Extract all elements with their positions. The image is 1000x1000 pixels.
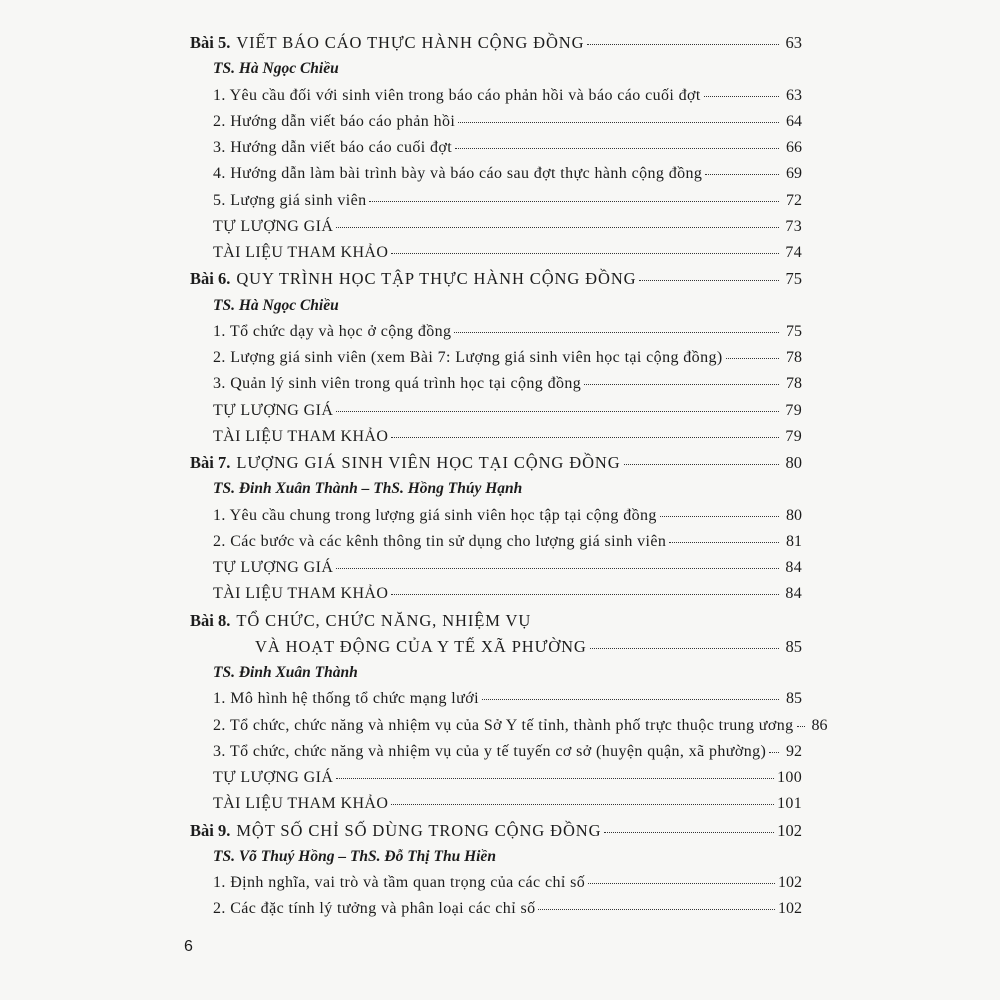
toc-page-ref: 73	[785, 217, 802, 235]
dot-leader	[391, 594, 779, 595]
toc-author: TS. Hà Ngọc Chiều	[213, 296, 339, 314]
dot-leader	[369, 201, 779, 202]
dot-leader	[454, 332, 779, 333]
toc-item-title: 2. Tổ chức, chức năng và nhiệm vụ của Sở Y tế tỉnh, thành phố trực thuộc trung ương	[213, 716, 794, 734]
toc-item[interactable]	[213, 506, 802, 526]
toc-item-title: 4. Hướng dẫn làm bài trình bày và báo cáo sau đợt thực hành cộng đồng	[213, 165, 703, 183]
toc-page-ref: 101	[777, 795, 802, 813]
toc-item[interactable]	[213, 689, 802, 709]
toc-page-ref: 64	[786, 112, 802, 130]
toc-item-title: TÀI LIỆU THAM KHẢO	[213, 585, 389, 603]
toc-item[interactable]	[213, 322, 802, 342]
toc-lesson-title: LƯỢNG GIÁ SINH VIÊN HỌC TẠI CỘNG ĐỒNG	[236, 453, 621, 472]
dot-leader	[624, 464, 779, 465]
toc-item-title: 1. Yêu cầu đối với sinh viên trong báo cáo phản hồi và báo cáo cuối đợt	[213, 86, 701, 104]
toc-page-ref: 102	[778, 874, 802, 891]
toc-item[interactable]	[213, 374, 802, 394]
dot-leader	[769, 752, 779, 753]
toc-item[interactable]	[213, 348, 802, 368]
toc-item-title: TỰ LƯỢNG GIÁ	[213, 559, 334, 576]
toc-item[interactable]	[213, 164, 802, 184]
toc-lesson-number: Bài 8.	[190, 610, 231, 630]
toc-page-ref: 63	[786, 86, 802, 104]
toc-page-ref: 75	[785, 269, 802, 289]
toc-lesson[interactable]	[190, 269, 802, 289]
toc-page-ref: 102	[778, 900, 802, 918]
toc-page-ref: 78	[786, 349, 802, 366]
toc-item[interactable]	[213, 742, 802, 762]
dot-leader	[391, 804, 774, 805]
toc-lesson-title: VÀ HOẠT ĐỘNG CỦA Y TẾ XÃ PHƯỜNG	[255, 636, 587, 656]
toc-page-ref: 79	[785, 401, 802, 419]
toc-lesson-title: QUY TRÌNH HỌC TẬP THỰC HÀNH CỘNG ĐỒNG	[236, 269, 637, 289]
toc-lesson-title: TỔ CHỨC, CHỨC NĂNG, NHIỆM VỤ	[236, 610, 532, 630]
toc-page-ref: 72	[786, 191, 802, 209]
toc-section-heading[interactable]	[213, 217, 802, 237]
toc-author: TS. Hà Ngọc Chiều	[213, 60, 339, 78]
toc-page-ref: 85	[786, 690, 802, 708]
toc-page-ref: 85	[785, 636, 802, 656]
dot-leader	[538, 909, 775, 910]
toc-item-title: 2. Hướng dẫn viết báo cáo phản hồi	[213, 112, 456, 130]
toc-item-title: 5. Lượng giá sinh viên	[213, 191, 367, 209]
toc-page-ref: 78	[786, 375, 802, 393]
toc-page-ref: 80	[786, 506, 802, 524]
dot-leader	[391, 253, 779, 254]
toc-section-heading[interactable]	[213, 794, 802, 814]
dot-leader	[587, 44, 779, 45]
toc-author: TS. Võ Thuý Hồng – ThS. Đỗ Thị Thu Hiền	[213, 847, 496, 865]
toc-item[interactable]	[213, 112, 802, 132]
toc-item-title: TÀI LIỆU THAM KHẢO	[213, 244, 389, 261]
toc-item[interactable]	[213, 138, 802, 158]
toc-item[interactable]	[213, 532, 802, 552]
dot-leader	[669, 542, 779, 543]
dot-leader	[336, 411, 779, 412]
toc-item[interactable]	[213, 86, 802, 106]
toc-item-title: TÀI LIỆU THAM KHẢO	[213, 427, 389, 445]
toc-section-heading[interactable]	[213, 584, 802, 604]
toc-author: TS. Đinh Xuân Thành – ThS. Hồng Thúy Hạnh	[213, 480, 523, 498]
dot-leader	[704, 96, 779, 97]
toc-lesson-title: MỘT SỐ CHỈ SỐ DÙNG TRONG CỘNG ĐỒNG	[236, 820, 602, 840]
toc-page-ref: 86	[811, 716, 828, 734]
toc-section-heading[interactable]	[213, 427, 802, 447]
dot-leader	[639, 280, 779, 281]
toc-item[interactable]	[213, 899, 802, 919]
toc-page-ref: 84	[785, 559, 802, 576]
toc-page-ref: 74	[785, 244, 802, 261]
toc-item[interactable]	[213, 716, 828, 736]
toc-page-ref: 100	[777, 769, 802, 786]
toc-page-ref: 92	[786, 742, 802, 760]
toc-page-ref: 63	[785, 33, 802, 52]
toc-page-ref: 81	[786, 532, 802, 550]
dot-leader	[726, 358, 779, 359]
dot-leader	[391, 437, 779, 438]
dot-leader	[482, 699, 779, 700]
toc-lesson-continued[interactable]	[255, 637, 802, 657]
toc-page-ref: 69	[786, 165, 802, 183]
toc-item-title: TỰ LƯỢNG GIÁ	[213, 769, 334, 786]
toc-lesson-title: VIẾT BÁO CÁO THỰC HÀNH CỘNG ĐỒNG	[236, 33, 585, 52]
toc-lesson[interactable]	[190, 33, 802, 53]
toc-item[interactable]	[213, 873, 802, 893]
toc-lesson[interactable]	[190, 821, 802, 841]
dot-leader	[590, 648, 779, 649]
toc-author: TS. Đinh Xuân Thành	[213, 664, 358, 681]
toc-item-title: 3. Hướng dẫn viết báo cáo cuối đợt	[213, 139, 453, 156]
toc-lesson-number: Bài 5.	[190, 33, 231, 52]
toc-section-heading[interactable]	[213, 401, 802, 421]
toc-item-title: 2. Lượng giá sinh viên (xem Bài 7: Lượng giá sinh viên học tại cộng đồng)	[213, 349, 723, 366]
toc-item-title: 2. Các bước và các kênh thông tin sử dụng cho lượng giá sinh viên	[213, 532, 667, 550]
toc-section-heading[interactable]	[213, 243, 802, 263]
dot-leader	[336, 568, 779, 569]
toc-page-ref: 80	[785, 453, 802, 472]
dot-leader	[797, 726, 805, 727]
dot-leader	[458, 122, 779, 123]
page-number: 6	[184, 938, 193, 955]
toc-item-title: 2. Các đặc tính lý tưởng và phân loại các chỉ số	[213, 900, 536, 918]
toc-item-title: 1. Tổ chức dạy và học ở cộng đồng	[213, 322, 452, 340]
dot-leader	[705, 174, 779, 175]
toc-item-title: TỰ LƯỢNG GIÁ	[213, 217, 334, 235]
dot-leader	[588, 883, 775, 884]
toc-item-title: 1. Định nghĩa, vai trò và tầm quan trọng của các chỉ số	[213, 874, 586, 891]
toc-page-ref: 84	[785, 585, 802, 603]
dot-leader	[455, 148, 779, 149]
toc-item[interactable]	[213, 191, 802, 211]
toc-lesson-number: Bài 7.	[190, 453, 231, 472]
toc-item-title: 3. Tổ chức, chức năng và nhiệm vụ của y tế tuyến cơ sở (huyện quận, xã phường)	[213, 742, 767, 760]
toc-item-title: 1. Mô hình hệ thống tổ chức mạng lưới	[213, 690, 479, 708]
toc-page-ref: 79	[785, 427, 802, 445]
toc-item-title: 3. Quản lý sinh viên trong quá trình học tại cộng đồng	[213, 375, 582, 393]
toc-item-title: TỰ LƯỢNG GIÁ	[213, 401, 334, 419]
dot-leader	[336, 227, 779, 228]
toc-lesson-number: Bài 6.	[190, 269, 231, 289]
toc-section-heading[interactable]	[213, 558, 802, 578]
toc-lesson[interactable]	[190, 611, 802, 631]
dot-leader	[660, 516, 779, 517]
dot-leader	[604, 832, 774, 833]
toc-page-ref: 102	[777, 820, 802, 840]
toc-item-title: 1. Yêu cầu chung trong lượng giá sinh viên học tập tại cộng đồng	[213, 506, 657, 524]
toc-page-ref: 66	[786, 139, 802, 156]
toc-lesson[interactable]	[190, 453, 802, 473]
toc-lesson-number: Bài 9.	[190, 820, 231, 840]
toc-section-heading[interactable]	[213, 768, 802, 788]
dot-leader	[584, 384, 779, 385]
toc-item-title: TÀI LIỆU THAM KHẢO	[213, 795, 389, 813]
dot-leader	[336, 778, 774, 779]
toc-page-ref: 75	[786, 322, 802, 340]
